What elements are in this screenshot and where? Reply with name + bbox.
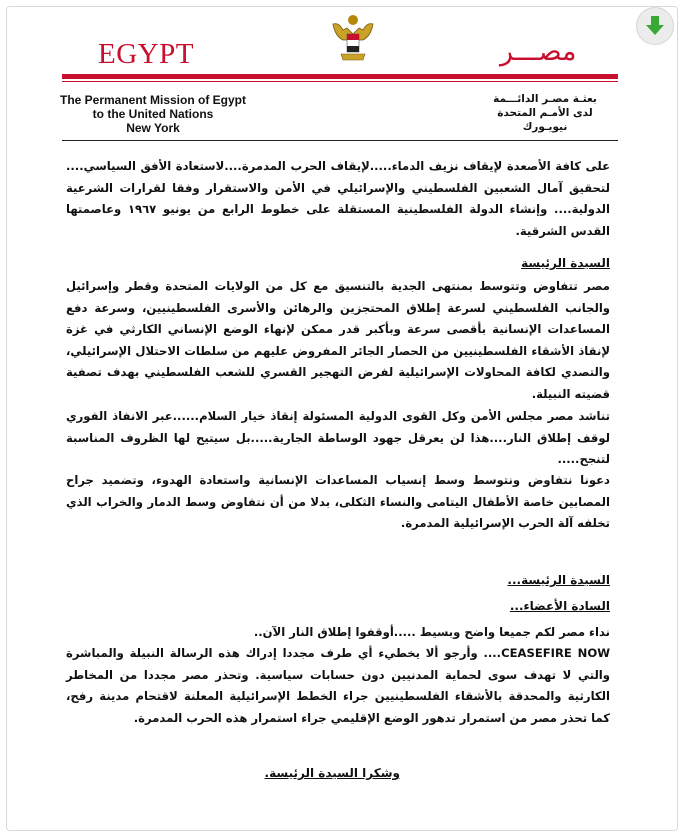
letterhead-rule-thick xyxy=(62,74,618,79)
address-ar-line: نيويـورك xyxy=(522,121,568,133)
paragraph-ceasefire: CEASEFIRE NOW.... وأرجو ألا يخطيء أي طرف مجددا إدراك هذه الرسالة النبيلة والمباشرة والتي لا تهدف سوى لحماية المدنيين دون حسابات سياسية. وتحذر مصر مجددا من المخاطر الكارثية والمحدقة بالأشقاء الفلسطينيين جراء الخطط الإسرائيلية المعلنة لاقتحام مدينة رفح، كما تحذر مصر من استمرار تدهور الوضع الإقليمي جراء استمرار هذه الحرب المدمرة. xyxy=(66,646,610,725)
letterhead-rule-thin xyxy=(62,81,618,82)
letterhead-title-ar: مصـــر xyxy=(500,36,577,67)
heading-madam-president-2: السيدة الرئيسة... xyxy=(507,573,610,587)
download-arrow-icon xyxy=(645,15,665,37)
download-button[interactable] xyxy=(636,7,674,45)
heading-madam-president: السيدة الرئيسة xyxy=(521,256,610,270)
paragraph-let-us-negotiate: دعونا نتفاوض ونتوسط وسط إنسياب المساعدات الإنسانية واستعادة الهدوء، وتضميد جراح المصابين خاصة الأطفال اليتامى والنساء الثكلى، بدلا من أن نتفاوض وسط الدمار والخراب الذي تخلفه آلة الحرب الإسرائيلية المدمرة. xyxy=(66,473,610,530)
address-en-line: to the United Nations xyxy=(92,107,214,121)
heading-members: السادة الأعضاء... xyxy=(509,599,610,613)
address-en xyxy=(58,93,248,135)
address-ar-line: لدى الأمـم المتحدة xyxy=(497,107,593,119)
letterhead-title-en: EGYPT xyxy=(98,38,194,70)
paragraph-call-line: نداء مصر لكم جميعا واضح وبسيط .....أوقفوا إطلاق النار الآن.. xyxy=(253,625,610,639)
address-en-line: New York xyxy=(126,121,180,135)
paragraph-security-council: تناشد مصر مجلس الأمن وكل القوى الدولية المسئولة إنقاذ خيار السلام......عبر الانفاذ الفوري لوقف إطلاق النار....هذا لن يعرقل جهود الوساطة الجارية.....بل سيتيح لها الظروف المناسبة لتنجح..... xyxy=(66,409,610,466)
address-ar xyxy=(470,92,620,134)
header-divider xyxy=(62,140,618,141)
address-ar-line: بعثـة مصـر الدائـــمة xyxy=(493,93,597,105)
closing-line: وشكرا السيدة الرئيسة. xyxy=(264,766,400,780)
eagle-emblem-icon xyxy=(331,12,375,64)
paragraph-negotiation: مصر تتفاوض وتتوسط بمنتهى الجدية بالتنسيق مع كل من الولايات المتحدة وقطر وإسرائيل والجانب الفلسطيني لسرعة إطلاق المحتجزين والرهائن والأسرى الفلسطينيين، وسرعة دفع المساعدات الإنسانية بأقصى سرعة وبأكبر قدر ممكن لإنهاء الوضع الإنساني الكارثي في غزة لإنقاذ الأشقاء الفلسطينيين من الحصار الجائر المفروض عليهم من سلطات الاحتلال الإسرائيلي، والتصدي لكافة المحاولات الإسرائيلية لفرض التهجير القسري للشعب الفلسطيني بهدف تصفية قضيته النبيلة. xyxy=(66,279,610,401)
paragraph-intro: على كافة الأصعدة لإيقاف نزيف الدماء.....لإيقاف الحرب المدمرة....لاستعادة الأفق السياسي.... لتحقيق آمال الشعبين الفلسطيني والإسرائيلي في الأمن والاستقرار وفقا لقرارات الشرعية الدولية.... وإنشاء الدولة الفلسطينية المستقلة على خطوط الرابع من يونيو ١٩٦٧ وعاصمتها القدس الشرقية. xyxy=(66,159,610,238)
address-en-line: The Permanent Mission of Egypt xyxy=(59,93,247,107)
